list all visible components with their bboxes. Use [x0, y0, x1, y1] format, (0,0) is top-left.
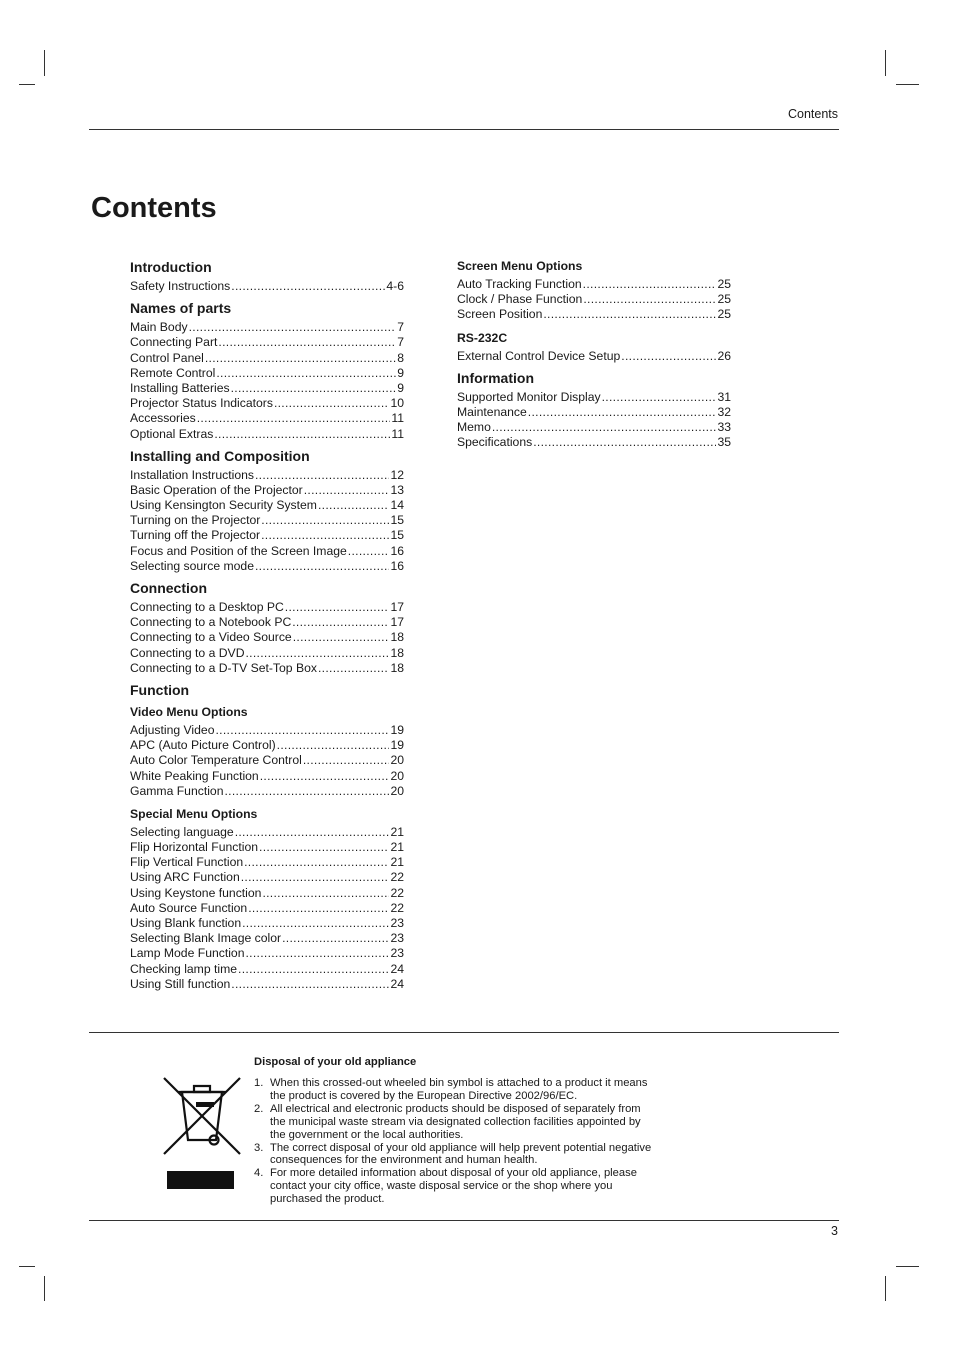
toc-left-column: [130, 259, 404, 992]
toc-leader-dots: [348, 544, 390, 559]
toc-entry[interactable]: [457, 390, 731, 405]
toc-leader-dots: [246, 646, 390, 661]
toc-entry-page: 16: [390, 543, 404, 558]
toc-entry-page: 7: [397, 320, 404, 335]
toc-entry-page: 7: [397, 335, 404, 350]
toc-entry-label: Turning off the Projector: [130, 528, 261, 543]
toc-entry-page: 22: [390, 900, 404, 915]
toc-entry-page: 9: [397, 380, 404, 395]
toc-leader-dots: [255, 559, 389, 574]
toc-entry-label: Connecting to a Video Source: [130, 630, 292, 645]
toc-entry[interactable]: [130, 615, 404, 630]
toc-section-title: Names of parts: [130, 300, 232, 317]
toc-subsection-title: Special Menu Options: [130, 806, 258, 821]
toc-entry-page: 20: [390, 753, 404, 768]
running-header: Contents: [787, 107, 838, 121]
toc-entry[interactable]: [130, 870, 404, 885]
toc-leader-dots: [602, 390, 717, 405]
toc-leader-dots: [205, 351, 396, 366]
disposal-item-number: 3.: [254, 1141, 264, 1154]
page-title: Contents: [91, 192, 217, 224]
toc-entry-page: 18: [390, 645, 404, 660]
toc-leader-dots: [262, 886, 389, 901]
toc-subsection-title: Video Menu Options: [130, 704, 248, 719]
toc-entry-label: Using Still function: [130, 976, 231, 991]
toc-entry-page: 8: [397, 350, 404, 365]
disposal-item: [254, 1077, 654, 1103]
toc-entry[interactable]: [457, 420, 731, 435]
toc-entry-label: White Peaking Function: [130, 768, 259, 783]
toc-entry-label: Connecting Part: [130, 335, 218, 350]
toc-leader-dots: [292, 615, 389, 630]
toc-entry-page: 25: [717, 307, 731, 322]
toc-entry[interactable]: [130, 886, 404, 901]
disposal-title: Disposal of your old appliance: [254, 1056, 417, 1068]
toc-entry[interactable]: [130, 320, 404, 335]
toc-entry[interactable]: [130, 646, 404, 661]
toc-leader-dots: [282, 931, 389, 946]
toc-entry-page: 24: [390, 976, 404, 991]
disposal-item-text: When this crossed-out wheeled bin symbol is attached to a product it means the product is covered by the European Directive 2002/96/EC.: [270, 1077, 648, 1102]
toc-leader-dots: [274, 396, 390, 411]
footer-bottom-rule: [89, 1220, 839, 1221]
toc-entry-label: Selecting language: [130, 824, 234, 839]
toc-entry-page: 10: [390, 396, 404, 411]
toc-entry-label: Connecting to a Desktop PC: [130, 600, 284, 614]
toc-entry-page: 21: [390, 840, 404, 855]
toc-entry-page: 26: [717, 348, 731, 363]
toc-entry-page: 11: [391, 426, 404, 441]
footer-top-rule: [89, 1032, 839, 1033]
toc-entry[interactable]: [130, 977, 404, 992]
toc-entry-page: 20: [390, 768, 404, 783]
toc-leader-dots: [583, 277, 717, 292]
crop-mark: [885, 50, 886, 76]
toc-entry-page: 14: [390, 498, 404, 513]
toc-entry-page: 4-6: [386, 279, 404, 293]
toc-leader-dots: [303, 753, 390, 768]
toc-entry-page: 12: [390, 467, 404, 482]
toc-entry-label: Auto Color Temperature Control: [130, 753, 302, 768]
toc-leader-dots: [318, 661, 389, 676]
toc-leader-dots: [528, 405, 717, 420]
toc-entry-label: Using Blank function: [130, 916, 242, 930]
toc-leader-dots: [218, 335, 396, 350]
toc-entry-page: 18: [390, 630, 404, 645]
toc-entry-label: Projector Status Indicators: [130, 396, 273, 411]
toc-entry[interactable]: [130, 396, 404, 411]
crop-mark: [19, 84, 35, 85]
toc-entry-label: APC (Auto Picture Control): [130, 738, 276, 753]
toc-entry[interactable]: [130, 825, 404, 840]
disposal-item-text: For more detailed information about disposal of your old appliance, please contact your city office, waste disposal service or the shop where you purchased the product.: [270, 1167, 637, 1206]
toc-entry[interactable]: [130, 661, 404, 676]
toc-entry-page: 21: [390, 824, 404, 839]
toc-entry-label: Flip Horizontal Function: [130, 840, 259, 855]
toc-entry[interactable]: [130, 366, 404, 381]
toc-entry-page: 19: [390, 722, 404, 737]
toc-entry[interactable]: [457, 405, 731, 420]
toc-entry-label: Installation Instructions: [130, 467, 254, 482]
toc-entry-page: 9: [397, 365, 404, 380]
toc-entry-label: Auto Source Function: [130, 900, 248, 915]
toc-entry-page: 20: [390, 783, 404, 798]
toc-entry[interactable]: [130, 411, 404, 426]
toc-entry-page: 25: [717, 292, 731, 307]
toc-entry[interactable]: [130, 483, 404, 498]
toc-leader-dots: [197, 411, 391, 426]
toc-entry-label: Accessories: [130, 411, 196, 426]
toc-entry[interactable]: [130, 855, 404, 870]
toc-section-title: Installing and Composition: [130, 447, 310, 464]
toc-entry-label: Connecting to a DVD: [130, 645, 245, 660]
toc-leader-dots: [235, 825, 390, 840]
toc-subsection-title: Screen Menu Options: [457, 259, 583, 273]
toc-section-title: Introduction: [130, 259, 212, 275]
toc-entry-page: 23: [390, 916, 404, 930]
toc-subsection-title: RS-232C: [457, 330, 508, 345]
toc-entry[interactable]: [130, 427, 404, 442]
toc-leader-dots: [259, 840, 389, 855]
toc-entry-label: Focus and Position of the Screen Image: [130, 543, 347, 558]
toc-leader-dots: [231, 977, 389, 992]
toc-entry[interactable]: [130, 916, 404, 931]
toc-entry-page: 15: [390, 528, 404, 543]
crop-mark: [896, 1266, 919, 1267]
toc-entry[interactable]: [457, 292, 731, 307]
toc-entry-page: 21: [390, 855, 404, 870]
toc-entry[interactable]: [130, 351, 404, 366]
toc-section-title: Function: [130, 681, 190, 698]
toc-entry-page: 11: [391, 411, 404, 426]
toc-entry-label: Installing Batteries: [130, 380, 230, 395]
toc-leader-dots: [231, 279, 385, 294]
toc-entry-label: Adjusting Video: [130, 722, 215, 737]
disposal-item: [254, 1167, 654, 1206]
toc-entry[interactable]: [130, 544, 404, 559]
toc-leader-dots: [224, 784, 389, 799]
toc-leader-dots: [216, 366, 396, 381]
toc-entry-label: Using ARC Function: [130, 870, 240, 885]
toc-leader-dots: [214, 427, 390, 442]
toc-leader-dots: [318, 498, 389, 513]
toc-entry-label: Selecting Blank Image color: [130, 931, 282, 946]
toc-leader-dots: [543, 307, 716, 322]
toc-entry[interactable]: [130, 468, 404, 483]
crop-mark: [19, 1266, 35, 1267]
toc-entry-label: Checking lamp time: [130, 961, 238, 976]
toc-leader-dots: [285, 600, 390, 615]
toc-leader-dots: [304, 483, 390, 498]
toc-entry[interactable]: [457, 349, 731, 364]
toc-entry-label: Gamma Function: [130, 783, 224, 798]
toc-entry-label: Supported Monitor Display: [457, 389, 601, 404]
toc-entry[interactable]: [130, 528, 404, 543]
toc-entry-page: 32: [717, 404, 731, 419]
toc-entry-label: Connecting to a D-TV Set-Top Box: [130, 660, 317, 675]
toc-entry[interactable]: [130, 738, 404, 753]
crop-mark: [885, 1276, 886, 1301]
toc-entry-page: 19: [390, 738, 404, 753]
toc-entry-label: Using Kensington Security System: [130, 498, 317, 513]
black-bar-mark: [167, 1171, 234, 1189]
toc-leader-dots: [241, 870, 390, 885]
toc-entry-page: 13: [390, 482, 404, 497]
toc-section-title: Information: [457, 369, 534, 386]
toc-entry[interactable]: [457, 307, 731, 322]
toc-entry-label: Maintenance: [457, 404, 527, 419]
toc-entry-label: Connecting to a Notebook PC: [130, 615, 292, 630]
toc-entry[interactable]: [130, 840, 404, 855]
disposal-item-text: The correct disposal of your old appliance will help prevent potential negative consequences for the environment and human health.: [270, 1141, 652, 1167]
toc-entry-label: Main Body: [130, 320, 188, 335]
toc-entry[interactable]: [130, 946, 404, 961]
toc-entry[interactable]: [130, 630, 404, 645]
toc-entry-label: Flip Vertical Function: [130, 855, 244, 870]
toc-entry-page: 22: [390, 870, 404, 885]
toc-entry[interactable]: [130, 769, 404, 784]
toc-leader-dots: [261, 513, 389, 528]
disposal-item-number: 2.: [254, 1102, 264, 1115]
toc-leader-dots: [492, 420, 717, 435]
crop-mark: [44, 50, 45, 76]
toc-entry-label: External Control Device Setup: [457, 348, 621, 363]
toc-entry-label: Remote Control: [130, 365, 216, 380]
toc-entry-page: 31: [717, 389, 731, 404]
toc-leader-dots: [621, 349, 716, 364]
toc-leader-dots: [260, 769, 390, 784]
toc-entry-page: 23: [390, 946, 404, 961]
toc-entry-label: Control Panel: [130, 350, 204, 365]
toc-entry-label: Auto Tracking Function: [457, 277, 582, 291]
toc-leader-dots: [242, 916, 389, 931]
toc-leader-dots: [261, 528, 389, 543]
toc-entry-page: 15: [390, 513, 404, 528]
toc-entry-page: 25: [717, 277, 731, 291]
crop-mark: [44, 1276, 45, 1301]
toc-entry[interactable]: [130, 931, 404, 946]
toc-leader-dots: [215, 723, 389, 738]
toc-leader-dots: [189, 320, 397, 335]
header-rule: [89, 129, 839, 130]
disposal-item-number: 4.: [254, 1167, 264, 1180]
toc-entry-page: 35: [717, 435, 731, 450]
toc-entry-label: Using Keystone function: [130, 885, 262, 900]
toc-leader-dots: [583, 292, 716, 307]
toc-entry-label: Screen Position: [457, 307, 543, 322]
toc-entry[interactable]: [130, 381, 404, 396]
toc-leader-dots: [238, 962, 389, 977]
toc-leader-dots: [533, 435, 716, 450]
disposal-item: [254, 1103, 654, 1142]
toc-entry-page: 23: [390, 931, 404, 946]
toc-entry[interactable]: [130, 962, 404, 977]
toc-entry[interactable]: [130, 559, 404, 574]
toc-leader-dots: [255, 468, 389, 483]
toc-entry-label: Memo: [457, 420, 491, 435]
disposal-item: [254, 1142, 654, 1168]
toc-entry[interactable]: [130, 753, 404, 768]
toc-entry[interactable]: [457, 277, 731, 292]
toc-entry[interactable]: [130, 335, 404, 350]
toc-section-title: Connection: [130, 580, 207, 596]
toc-entry[interactable]: [130, 723, 404, 738]
toc-entry-label: Turning on the Projector: [130, 513, 261, 528]
crop-mark: [896, 84, 919, 85]
disposal-list: [254, 1077, 654, 1206]
disposal-item-text: All electrical and electronic products should be disposed of separately from the municipal waste stream via designated collection facilities appointed by the government or the local authorities.: [270, 1102, 641, 1141]
toc-leader-dots: [293, 630, 390, 645]
toc-entry[interactable]: [130, 901, 404, 916]
toc-leader-dots: [246, 946, 390, 961]
toc-entry[interactable]: [130, 513, 404, 528]
toc-leader-dots: [231, 381, 397, 396]
toc-entry-page: 16: [390, 558, 404, 573]
toc-entry-label: Selecting source mode: [130, 558, 254, 573]
page-number: 3: [831, 1224, 838, 1238]
toc-entry-page: 17: [390, 615, 404, 630]
toc-entry-label: Specifications: [457, 435, 533, 450]
toc-entry-label: Optional Extras: [130, 426, 214, 441]
toc-entry[interactable]: [130, 784, 404, 799]
toc-entry[interactable]: [130, 279, 404, 294]
crossed-out-bin-icon: [162, 1076, 242, 1156]
toc-entry-page: 22: [390, 885, 404, 900]
toc-entry-page: 33: [717, 420, 731, 435]
disposal-item-number: 1.: [254, 1077, 264, 1089]
toc-entry-page: 18: [390, 660, 404, 675]
toc-leader-dots: [244, 855, 389, 870]
toc-entry[interactable]: [457, 435, 731, 450]
toc-entry-label: Safety Instructions: [130, 279, 231, 293]
toc-leader-dots: [248, 901, 389, 916]
toc-entry-page: 17: [390, 600, 404, 614]
toc-leader-dots: [277, 738, 390, 753]
toc-right-column: [457, 259, 731, 451]
toc-entry[interactable]: [130, 600, 404, 615]
toc-entry-label: Clock / Phase Function: [457, 292, 583, 307]
toc-entry-label: Basic Operation of the Projector: [130, 482, 303, 497]
toc-entry-label: Lamp Mode Function: [130, 946, 245, 961]
toc-entry[interactable]: [130, 498, 404, 513]
toc-entry-page: 24: [390, 961, 404, 976]
